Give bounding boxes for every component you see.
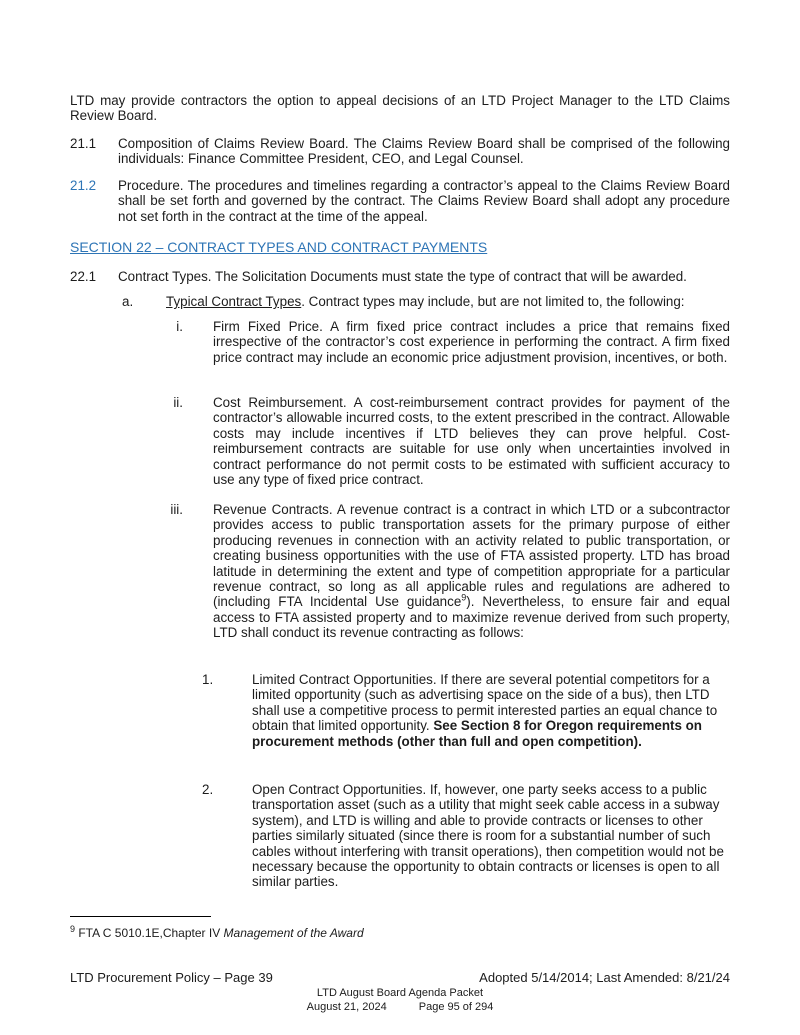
list-item-ii (145, 395, 730, 487)
underlined-lead-phrase: Typical Contract Types (166, 294, 302, 309)
list-text-i: Firm Fixed Price. A firm fixed price contract includes a price that remains fixed irrespective of the contractor’s cost experience in performing the contract. A firm fixed price contract may include an economic price adjustment provision, incentives, or both. (213, 319, 730, 365)
stamp-title: LTD August Board Agenda Packet (316, 987, 484, 999)
list-text-a-rest: . Contract types may include, but are not limited to, the following: (301, 294, 685, 309)
section-heading: SECTION 22 – CONTRACT TYPES AND CONTRACT PAYMENTS (70, 239, 488, 255)
footer-document-title: LTD Procurement Policy – Page 39 (70, 970, 273, 985)
footnote-italic-title: Management of the Award (223, 926, 364, 940)
list-text-ii: Cost Reimbursement. A cost-reimbursement contract provides for payment of the contractor’s allowable incurred costs, to the extent prescribed in the contract. Allowable costs may include incentives if LTD believes they can prove helpful. Cost-reimbursement contracts are suitable for use only when uncertainties involved in contract performance do not permit costs to be estimated with sufficient accuracy to use any type of fixed price contract. (213, 395, 730, 488)
footer-adoption-dates: Adopted 5/14/2014; Last Amended: 8/21/24 (479, 970, 730, 985)
stamp-details (0, 1001, 800, 1015)
list-item-2 (202, 782, 729, 890)
list-item-1 (202, 672, 729, 749)
list-item-a (122, 294, 730, 309)
list-item-i (145, 319, 730, 365)
list-text-a (166, 294, 730, 309)
bold-cross-reference: See Section 8 for Oregon requirements on procurement methods (other than full and open competition). (252, 718, 702, 749)
page-footer (70, 970, 730, 985)
footnote (70, 926, 364, 940)
list-item-iii (145, 502, 730, 641)
list-item-21-2 (70, 178, 730, 224)
list-marker-iii: iii. (170, 502, 183, 517)
list-marker-22-1: 22.1 (70, 269, 97, 284)
list-item-21-1 (70, 136, 730, 167)
agenda-packet-stamp (0, 987, 800, 1014)
footnote-reference-9: 9 (461, 592, 467, 603)
footnote-number: 9 (70, 924, 76, 934)
list-marker-i: i. (176, 319, 183, 334)
list-item-22-1 (70, 269, 730, 284)
list-marker-2: 2. (202, 782, 214, 797)
list-marker-21-2: 21.2 (70, 178, 97, 193)
intro-paragraph: LTD may provide contractors the option to appeal decisions of an LTD Project Manager to the LTD Claims Review Board. (70, 93, 730, 124)
list-marker-ii: ii. (173, 395, 183, 410)
stamp-page-number: Page 95 of 294 (418, 1000, 494, 1013)
list-marker-1: 1. (202, 672, 214, 687)
list-text-iii-body: Revenue Contracts. A revenue contract is a contract in which LTD or a subcontractor provides access to public transportation assets for the primary purpose of either producing revenues in connection with an activity related to public transportation, or creating business opportunities with the use of FTA assisted property. LTD has broad latitude in determining the extent and type of competition appropriate for a particular revenue contract, so long as all applicable rules and regulations are adhered to (including FTA Incidental Use guidance (213, 502, 730, 610)
list-text-21-2: Procedure. The procedures and timelines regarding a contractor’s appeal to the Claims Review Board shall be set forth and governed by the contract. The Claims Review Board shall adopt any procedure not set forth in the contract at the time of the appeal. (118, 178, 730, 224)
list-text-2: Open Contract Opportunities. If, however, one party seeks access to a public transportation asset (such as a utility that might seek cable access in a subway system), and LTD is willing and able to provide contracts or licenses to other parties similarly situated (since there is room for a substantial number of such cables without interfering with transit operations), then competition would not be necessary because the opportunity to obtain contracts or licenses is open to all similar parties. (252, 782, 724, 890)
list-text-21-1: Composition of Claims Review Board. The Claims Review Board shall be comprised of the following individuals: Finance Committee President, CEO, and Legal Counsel. (118, 136, 730, 167)
stamp-date: August 21, 2024 (306, 1000, 387, 1013)
list-text-1 (252, 672, 729, 749)
footnote-separator-rule (70, 916, 211, 917)
footnote-text: FTA C 5010.1E,Chapter IV (75, 926, 224, 940)
list-marker-a: a. (122, 294, 134, 309)
list-text-1-body: Limited Contract Opportunities. If there are several potential competitors for a limited opportunity (such as advertising space on the side of a bus), then LTD shall use a competitive process to permit interested parties an equal chance to obtain that limited opportunity. (252, 672, 718, 734)
list-text-22-1: Contract Types. The Solicitation Documents must state the type of contract that will be awarded. (118, 269, 687, 284)
list-text-iii (213, 502, 730, 641)
list-text-iii-tail: ). Nevertheless, to ensure fair and equal access to FTA assisted property and to maximize revenue derived from such property, LTD shall conduct its revenue contracting as follows: (213, 594, 730, 641)
list-marker-21-1: 21.1 (70, 136, 97, 151)
